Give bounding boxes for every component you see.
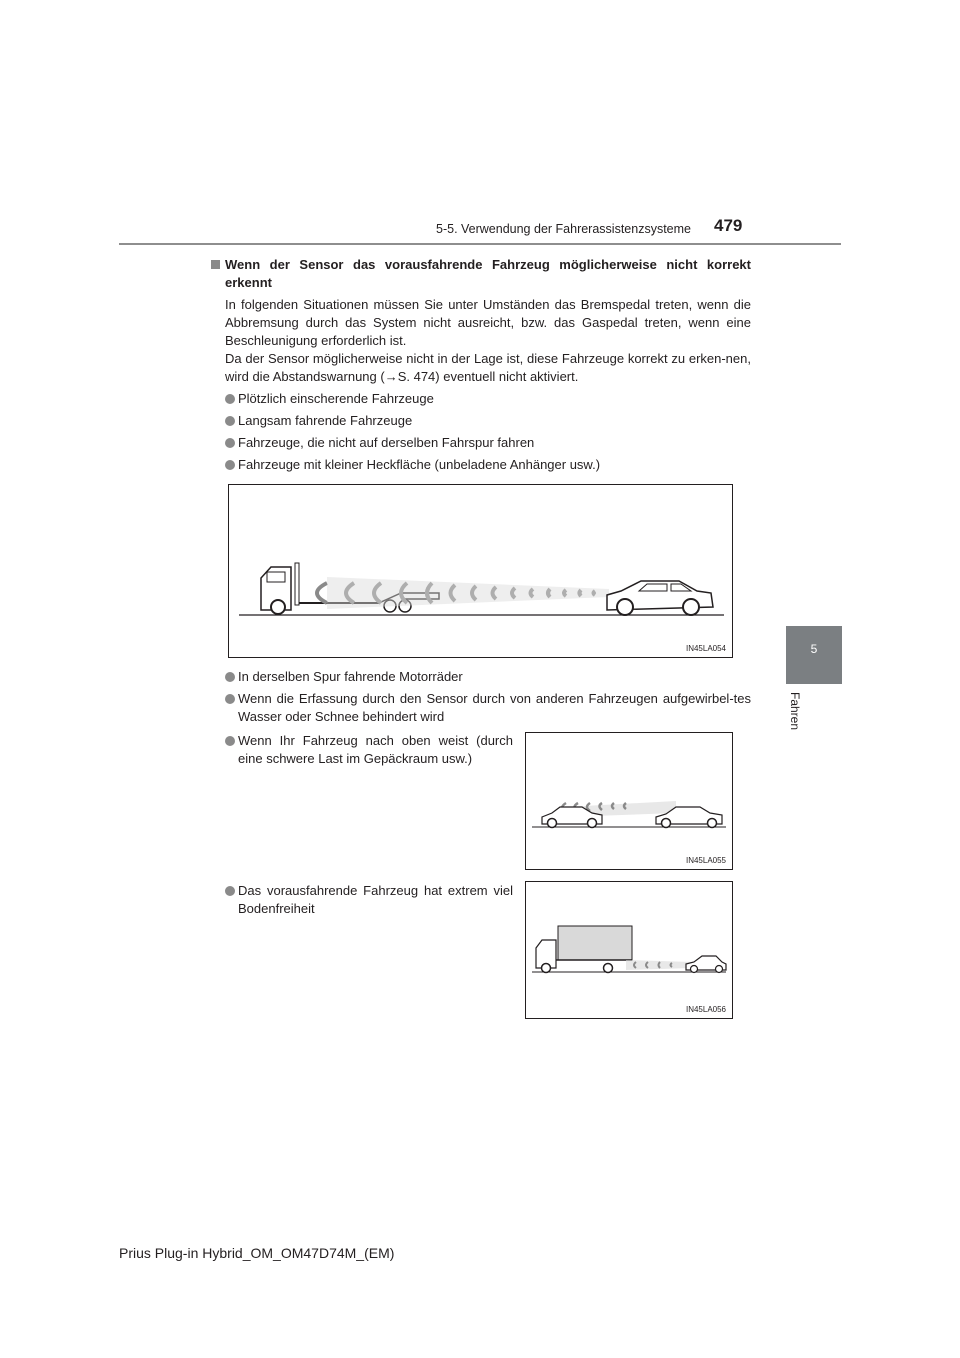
square-bullet-icon — [211, 260, 220, 269]
list-item: Wenn Ihr Fahrzeug nach oben weist (durch eine schwere Last im Gepäckraum usw.) — [211, 732, 513, 768]
bullet-icon — [225, 886, 235, 896]
bullet-icon — [225, 438, 235, 448]
figure-high-clearance — [525, 881, 733, 1019]
section-heading: Wenn der Sensor das vorausfahrende Fahrzeug möglicherweise nicht korrekt erkennt — [211, 256, 751, 292]
bullet-icon — [225, 394, 235, 404]
intro-line-1: In folgenden Situationen müssen Sie unter Umständen das Bremspedal treten, wenn die Abbremsung durch das System nicht ausreicht, bzw. das Gaspedal treten, wenn eine Beschleunigung erforderlich ist. — [225, 297, 751, 348]
chapter-number: 5 — [810, 642, 818, 656]
intro-paragraph — [211, 296, 751, 386]
trailer-illustration — [229, 485, 732, 657]
figure-raised-vehicle — [525, 732, 733, 870]
raised-vehicle-illustration — [526, 733, 732, 869]
list-item — [211, 728, 513, 768]
list-item — [211, 878, 513, 918]
chapter-label: Fahren — [788, 692, 802, 731]
bullet-icon — [225, 460, 235, 470]
section-title: 5-5. Verwendung der Fahrerassistenzsysteme — [436, 222, 691, 236]
bullet-icon — [225, 416, 235, 426]
list-item: In derselben Spur fahrende Motorräder — [211, 668, 751, 686]
list-item: Langsam fahrende Fahrzeuge — [211, 412, 751, 430]
list-item: Fahrzeuge, die nicht auf derselben Fahrspur fahren — [211, 434, 751, 452]
intro-line-2: Da der Sensor möglicherweise nicht in der Lage ist, diese Fahrzeuge korrekt zu erken-nen, wird die Abstandswarnung (→S. 474) eventuell nicht aktiviert. — [225, 351, 751, 384]
figure-trailer-detection — [228, 484, 733, 658]
header-divider — [119, 243, 841, 245]
list-item: Plötzlich einscherende Fahrzeuge — [211, 390, 751, 408]
figure-code: IN45LA055 — [685, 856, 726, 865]
list-item — [211, 664, 751, 726]
footer-text: Prius Plug-in Hybrid_OM_OM47D74M_(EM) — [119, 1245, 395, 1261]
list-item: Das vorausfahrende Fahrzeug hat extrem viel Bodenfreiheit — [211, 882, 513, 918]
list-item: Fahrzeuge mit kleiner Heckfläche (unbeladene Anhänger usw.) — [211, 456, 751, 474]
bullet-icon — [225, 672, 235, 682]
high-clearance-illustration — [526, 882, 732, 1018]
page-number: 479 — [714, 216, 743, 235]
main-content — [211, 256, 751, 474]
list-item: Wenn die Erfassung durch den Sensor durch von anderen Fahrzeugen aufgewirbel-tes Wasser oder Schnee behindert wird — [211, 690, 751, 726]
figure-code: IN45LA054 — [685, 644, 726, 653]
bullet-icon — [225, 736, 235, 746]
bullet-icon — [225, 694, 235, 704]
figure-code: IN45LA056 — [685, 1005, 726, 1014]
